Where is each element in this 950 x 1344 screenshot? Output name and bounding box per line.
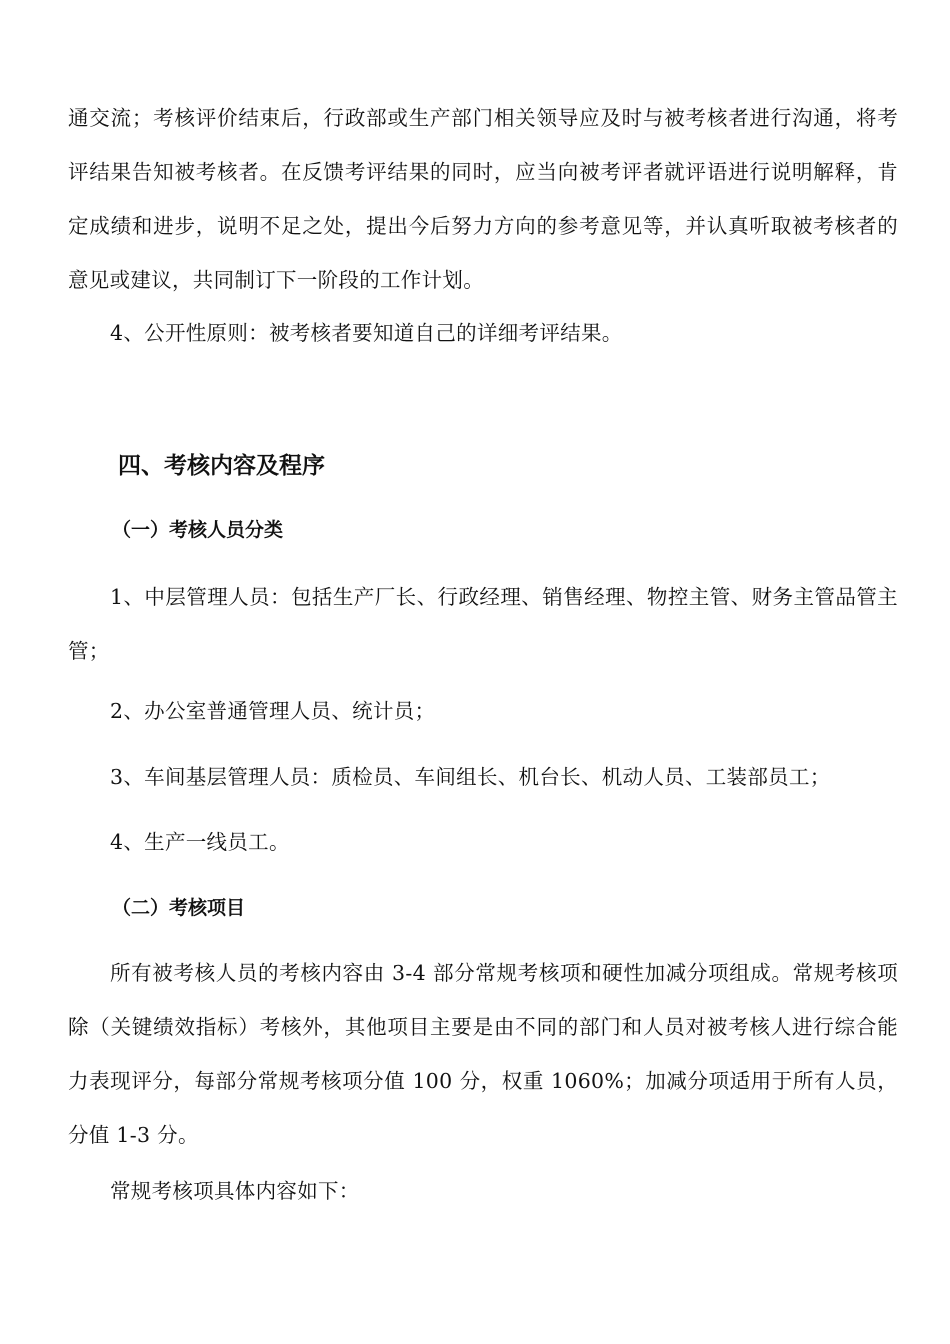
list-item-workshop-management: 3、车间基层管理人员：质检员、车间组长、机台长、机动人员、工装部员工； — [110, 765, 831, 789]
list-item-office-staff: 2、办公室普通管理人员、统计员； — [110, 699, 436, 723]
paragraph-feedback-principle: 通交流；考核评价结束后，行政部或生产部门相关领导应及时与被考核者进行沟通，将考评结果告知被考核者。在反馈考评结果的同时，应当向被考评者就评语进行说明解释，肯定成绩和进步，说明不足之处，提出今后努力方向的参考意见等，并认真听取被考核者的意见或建议，共同制订下一阶段的工作计划。 — [68, 106, 898, 292]
subsection-heading-assessment-items: （二）考核项目 — [112, 897, 246, 919]
paragraph-openness-principle: 4、公开性原则：被考核者要知道自己的详细考评结果。 — [110, 321, 623, 345]
list-item-middle-management: 1、中层管理人员：包括生产厂长、行政经理、销售经理、物控主管、财务主管品管主管； — [68, 585, 898, 663]
paragraph-routine-items-intro: 常规考核项具体内容如下： — [110, 1179, 360, 1203]
list-item-production-workers: 4、生产一线员工。 — [110, 830, 290, 854]
section-heading: 四、考核内容及程序 — [118, 453, 325, 479]
paragraph-assessment-content: 所有被考核人员的考核内容由 3-4 部分常规考核项和硬性加减分项组成。常规考核项除（关键绩效指标）考核外，其他项目主要是由不同的部门和人员对被考核人进行综合能力表现评分，每部分常规考核项分值 100 分，权重 1060%；加减分项适用于所有人员，分值 1-3 分。 — [68, 961, 898, 1147]
subsection-heading-personnel-classification: （一）考核人员分类 — [112, 519, 284, 541]
